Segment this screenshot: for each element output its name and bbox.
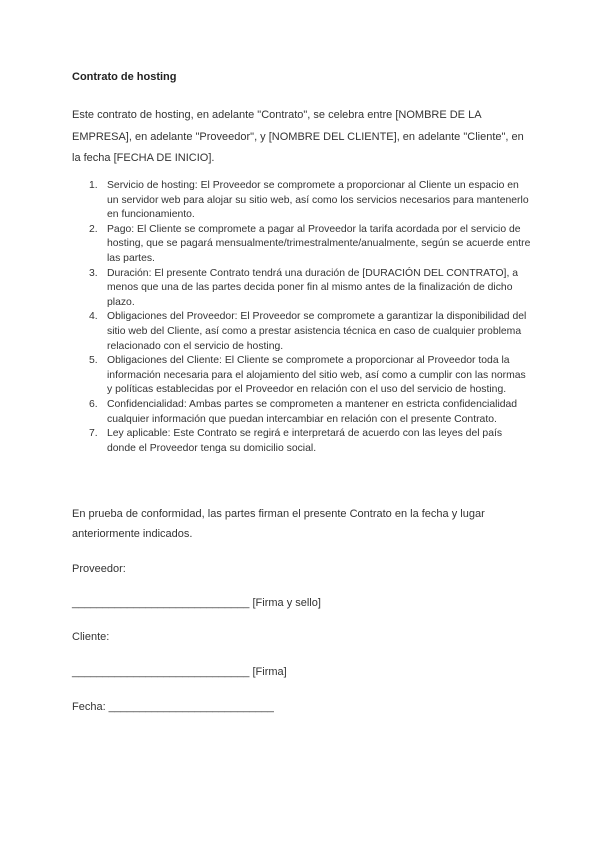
- clause-item: [72, 267, 532, 311]
- clause-item: [72, 223, 532, 267]
- client-label: Cliente:: [72, 631, 110, 643]
- clause-number: 3.: [89, 267, 98, 279]
- clause-number: 7.: [89, 428, 98, 440]
- clause-number: 5.: [89, 355, 98, 367]
- clause-item: [72, 427, 532, 456]
- clause-number: 6.: [89, 398, 98, 410]
- date-line: Fecha: ___________________________: [72, 701, 274, 713]
- clause-text: Pago: El Cliente se compromete a pagar al Proveedor la tarifa acordada por el servicio de hosting, que se pagará mensualmente/trimestralmente/anualmente, según se acuerde entre las partes.: [107, 223, 531, 264]
- provider-label: Proveedor:: [72, 563, 126, 575]
- clause-item: [72, 310, 532, 354]
- clause-number: 1.: [89, 180, 98, 191]
- clause-item: [72, 398, 532, 427]
- clause-text: Confidencialidad: Ambas partes se comprometen a mantener en estricta confidencialidad cualquier información que puedan intercambiar en relación con el presente Contrato.: [107, 398, 518, 425]
- clauses-list: [72, 179, 532, 456]
- clause-number: 4.: [89, 311, 98, 323]
- clause-text: Obligaciones del Proveedor: El Proveedor se compromete a garantizar la disponibilidad del sitio web del Cliente, así como a prestar asistencia técnica en caso de cualquier problema relacionado con el servicio de hosting.: [107, 311, 527, 352]
- intro-paragraph: Este contrato de hosting, en adelante "Contrato", se celebra entre [NOMBRE DE LA EMPRESA], en adelante "Proveedor", y [NOMBRE DEL CLIENTE], en adelante "Cliente", en la fecha [FECHA DE INICIO].: [72, 109, 524, 164]
- clause-text: Duración: El presente Contrato tendrá una duración de [DURACIÓN DEL CONTRATO], a menos que una de las partes decida poner fin al mismo antes de la finalización de dicho plazo.: [107, 267, 518, 308]
- closing-paragraph: En prueba de conformidad, las partes firman el presente Contrato en la fecha y lugar anteriormente indicados.: [72, 508, 485, 540]
- clause-item: [72, 179, 532, 223]
- client-signature-line: _____________________________ [Firma]: [72, 666, 287, 678]
- clause-text: Obligaciones del Cliente: El Cliente se compromete a proporcionar al Proveedor toda la información necesaria para el alojamiento del sitio web, así como a cumplir con las normas y políticas establecidas por el Proveedor en relación con el uso del servicio de hosting.: [107, 355, 526, 396]
- clause-text: Ley aplicable: Este Contrato se regirá e interpretará de acuerdo con las leyes del país donde el Proveedor tenga su domicilio social.: [107, 428, 503, 454]
- document-title: Contrato de hosting: [72, 71, 177, 83]
- provider-signature-line: _____________________________ [Firma y sello]: [72, 597, 321, 609]
- clause-item: [72, 354, 532, 398]
- clause-text: Servicio de hosting: El Proveedor se compromete a proporcionar al Cliente un espacio en un servidor web para alojar su sitio web, así como los servicios necesarios para mantenerlo en funcionamiento.: [107, 180, 529, 221]
- clause-number: 2.: [89, 223, 98, 235]
